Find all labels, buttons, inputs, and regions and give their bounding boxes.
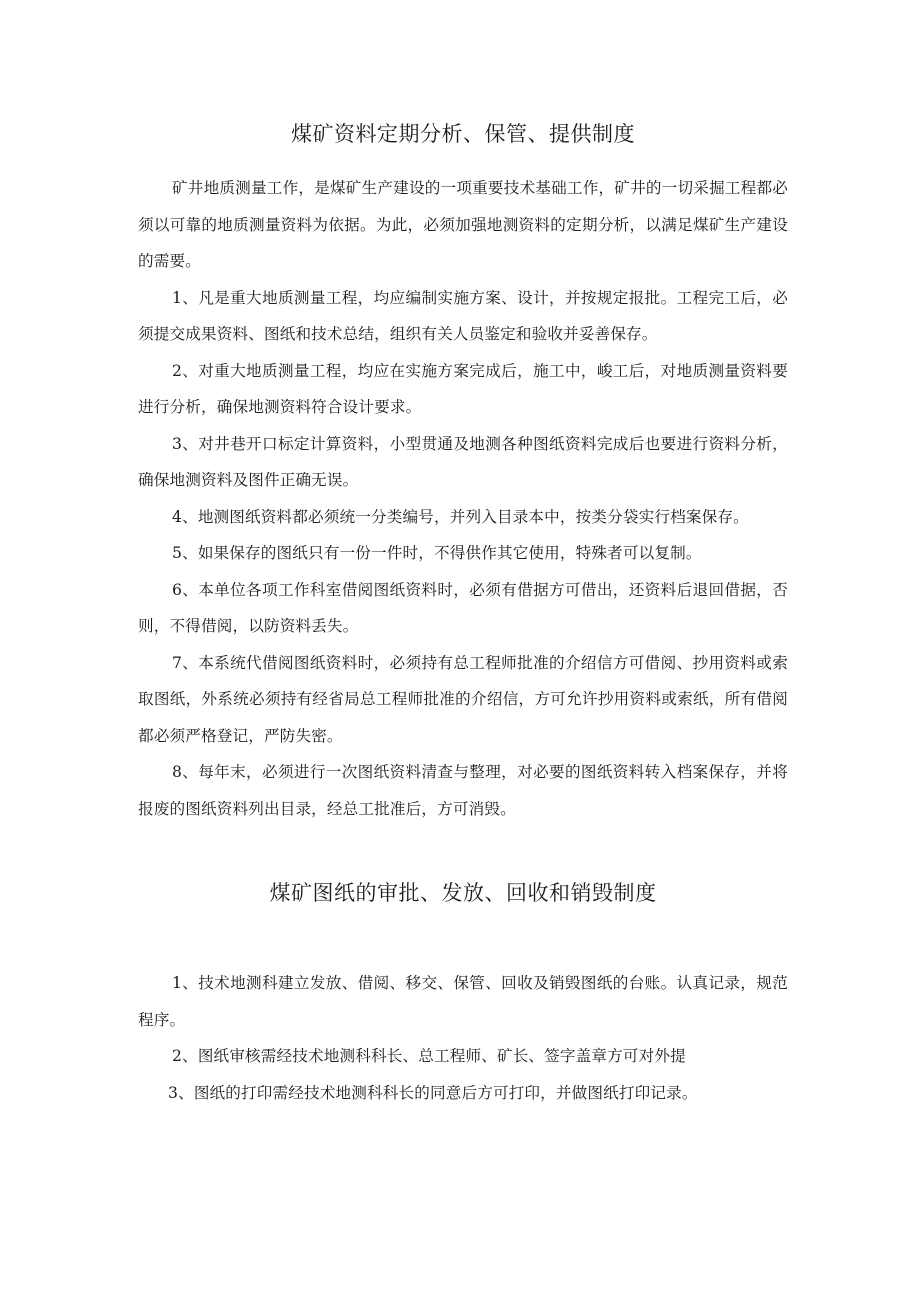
clause-paragraph: 3、图纸的打印需经技术地测科科长的同意后方可打印，并做图纸打印记录。 xyxy=(168,1083,698,1102)
intro-paragraph: 矿井地质测量工作，是煤矿生产建设的一项重要技术基础工作，矿井的一切采掘工程都必须以可靠的地质测量资料为依据。为此，必须加强地测资料的定期分析，以满足煤矿生产建设的需要。 xyxy=(138,179,788,270)
clause-paragraph: 8、每年末，必须进行一次图纸资料清查与整理，对必要的图纸资料转入档案保存，并将报废的图纸资料列出目录，经总工批准后，方可消毁。 xyxy=(138,763,788,818)
section-body xyxy=(138,965,788,1111)
clause-paragraph: 4、地测图纸资料都必须统一分类编号，并列入目录本中，按类分袋实行档案保存。 xyxy=(172,507,749,526)
section-data-management xyxy=(138,118,788,827)
clause-paragraph: 6、本单位各项工作科室借阅图纸资料时，必须有借据方可借出，还资料后退回借据，否则，不得借阅，以防资料丢失。 xyxy=(138,580,788,635)
section-title: 煤矿图纸的审批、发放、回收和销毁制度 xyxy=(269,881,657,905)
section-body xyxy=(138,170,788,827)
clause-paragraph: 3、对井巷开口标定计算资料，小型贯通及地测各种图纸资料完成后也要进行资料分析，确保地测资料及图件正确无误。 xyxy=(138,434,788,489)
clause-paragraph: 2、对重大地质测量工程，均应在实施方案完成后，施工中，峻工后，对地质测量资料要进行分析，确保地测资料符合设计要求。 xyxy=(138,361,788,416)
clause-paragraph: 1、技术地测科建立发放、借阅、移交、保管、回收及销毁图纸的台账。认真记录，规范程序。 xyxy=(138,974,788,1029)
section-title: 煤矿资料定期分析、保管、提供制度 xyxy=(291,122,635,146)
clause-paragraph: 7、本系统代借阅图纸资料时，必须持有总工程师批准的介绍信方可借阅、抄用资料或索取图纸，外系统必须持有经省局总工程师批准的介绍信，方可允许抄用资料或索纸，所有借阅都必须严格登记，严防失密。 xyxy=(138,653,788,745)
clause-paragraph: 5、如果保存的图纸只有一份一件时，不得供作其它使用，特殊者可以复制。 xyxy=(172,544,702,562)
clause-paragraph: 1、凡是重大地质测量工程，均应编制实施方案、设计，并按规定报批。工程完工后，必须提交成果资料、图纸和技术总结，组织有关人员鉴定和验收并妥善保存。 xyxy=(138,288,788,343)
clause-paragraph: 2、图纸审核需经技术地测科科长、总工程师、矿长、签字盖章方可对外提 xyxy=(172,1047,686,1065)
section-drawing-approval xyxy=(138,877,788,1111)
